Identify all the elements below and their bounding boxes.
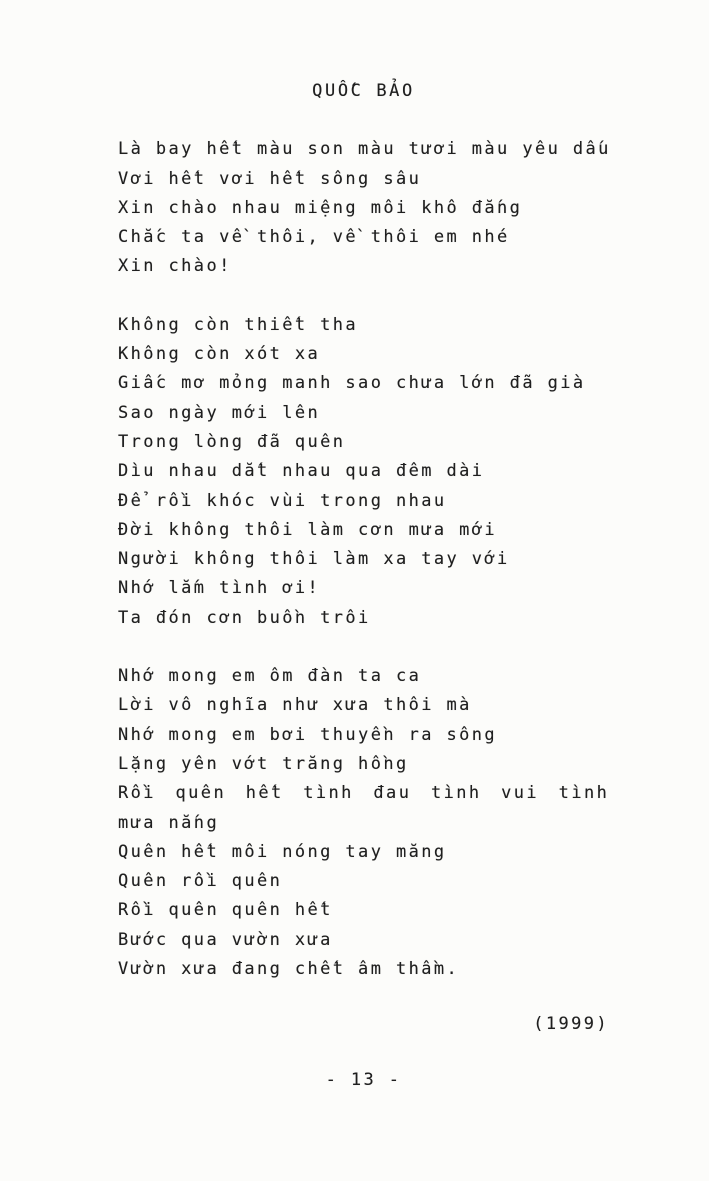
poem-line: Nhớ mong em bơi thuyền ra sông: [118, 724, 498, 745]
stanza-2: [118, 311, 609, 633]
poem-line: Đời không thôi làm cơn mưa mới: [118, 519, 498, 540]
poem-line: Xin chào!: [118, 256, 232, 277]
poem-line: Vườn xưa đang chết âm thầm.: [118, 959, 460, 980]
poem-line: Vơi hết vơi hết sông sâu: [118, 168, 422, 189]
page-number: - 13 -: [325, 1069, 402, 1090]
poem-line: Lời vô nghĩa như xưa thôi mà: [118, 695, 472, 716]
poem-line: Không còn thiết tha: [118, 314, 359, 335]
poem-line: Nhớ lắm tình ơi!: [118, 578, 321, 599]
poem-line: Bước qua vườn xưa: [118, 929, 333, 950]
poem-line: Sao ngày mới lên: [118, 402, 321, 423]
poem-line: Chắc ta về thôi, về thôi em nhé: [118, 227, 510, 248]
poem-line: Giấc mơ mỏng manh sao chưa lớn đã già: [118, 373, 586, 394]
poem-line: Quên rồi quên: [118, 871, 283, 892]
composition-year: (1999): [533, 1014, 609, 1035]
poem-line: Xin chào nhau miệng môi khô đắng: [118, 197, 523, 218]
poem-line: Lặng yên vớt trăng hồng: [118, 753, 409, 774]
stanza-3: [118, 662, 609, 984]
poem-line: Ta đón cơn buồn trôi: [118, 607, 371, 628]
poem-line: Dìu nhau dắt nhau qua đêm dài: [118, 461, 485, 482]
poem-line: Rồi quên quên hết: [118, 900, 333, 921]
page-title: QUỐC BẢO: [312, 81, 415, 101]
poem-line: Người không thôi làm xa tay với: [118, 549, 510, 570]
poem-line: Nhớ mong em ôm đàn ta ca: [118, 666, 422, 687]
poem-line: mưa nắng: [118, 812, 220, 833]
poem-line: Để rồi khóc vùi trong nhau: [118, 490, 447, 511]
poem-line: Trong lòng đã quên: [118, 431, 346, 452]
poem-line: Quên hết môi nóng tay măng: [118, 841, 447, 862]
poem-line: Là bay hết màu son màu tươi màu yêu dấu: [118, 139, 611, 160]
stanza-1: [118, 135, 609, 281]
poem-line: Rồi quên hết tình đau tình vui tình: [118, 783, 610, 804]
poem-line: Không còn xót xa: [118, 344, 321, 365]
